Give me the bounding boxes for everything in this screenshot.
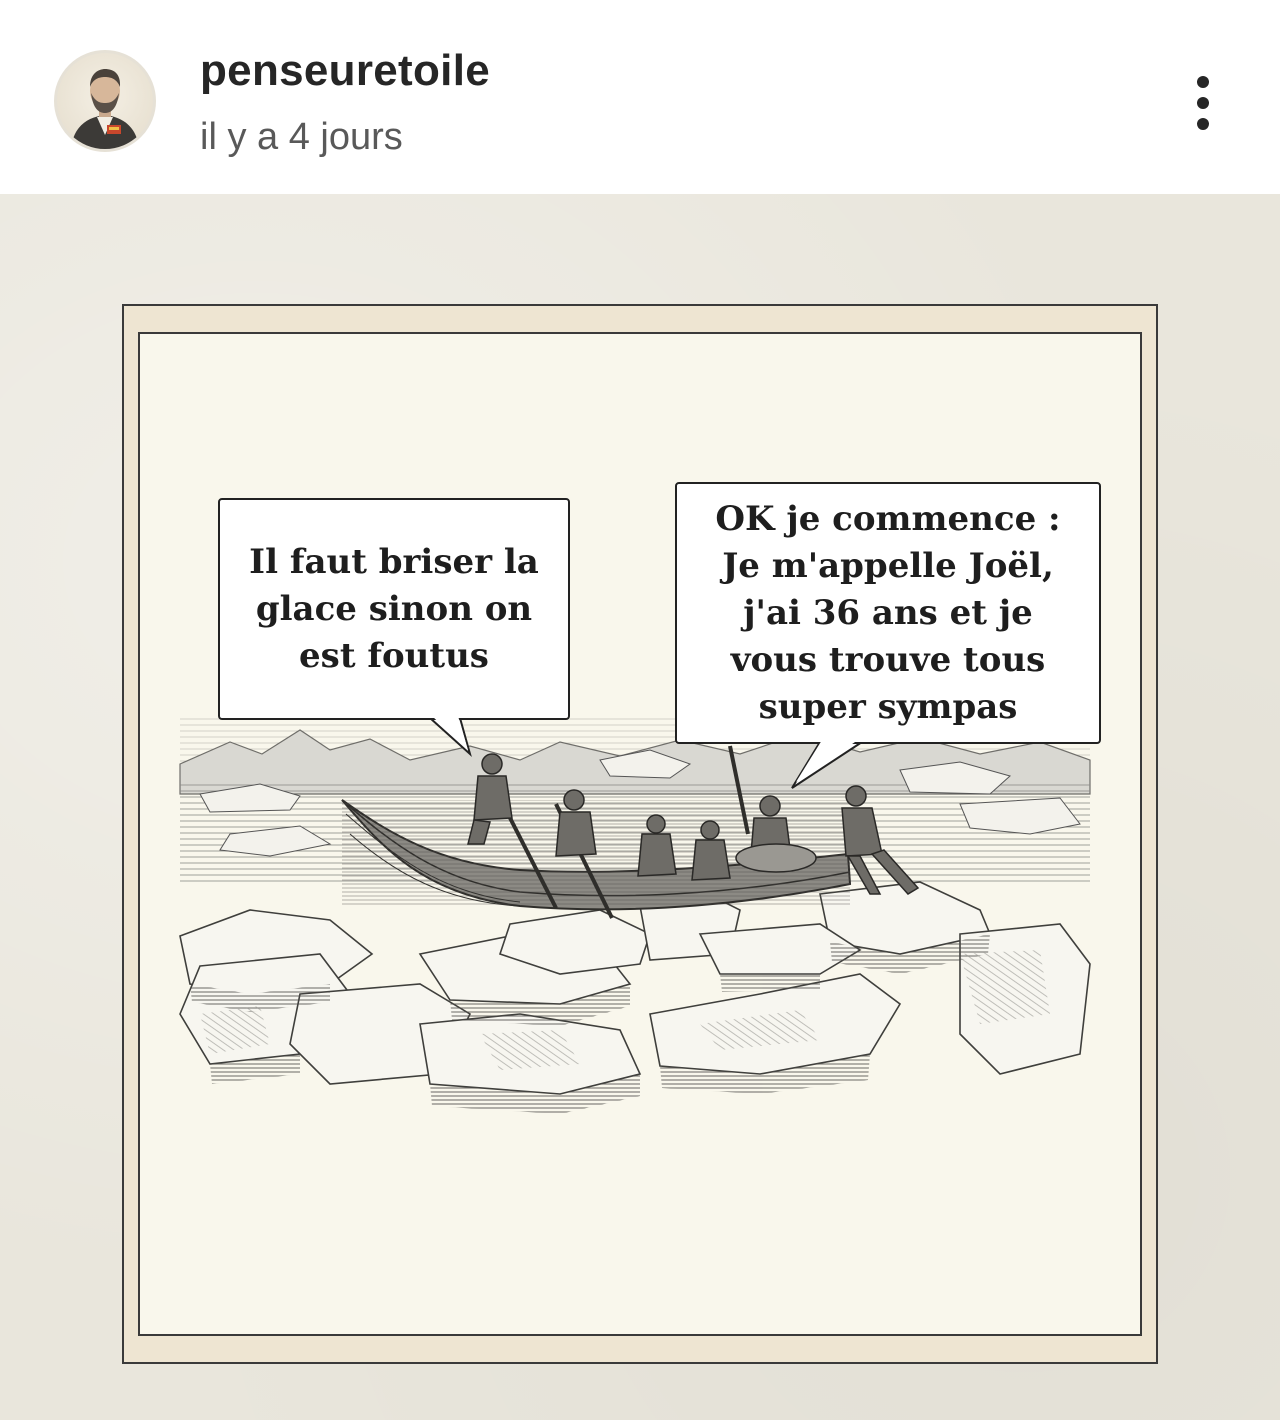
- engraving-illustration: [0, 194, 1280, 1420]
- post-image: [0, 194, 1280, 1420]
- more-vertical-icon[interactable]: [1180, 68, 1226, 138]
- portrait-icon: [57, 53, 153, 149]
- speech-bubble-right: OK je commence : Je m'appelle Joël, j'ai 36 ans et je vous trouve tous super sympas: [675, 482, 1101, 744]
- speech-bubble-left: Il faut briser la glace sinon on est foutus: [218, 498, 570, 720]
- timestamp: il y a 4 jours: [200, 116, 403, 158]
- avatar[interactable]: [54, 50, 156, 152]
- post-header: [0, 0, 1280, 194]
- username[interactable]: penseuretoile: [200, 46, 490, 95]
